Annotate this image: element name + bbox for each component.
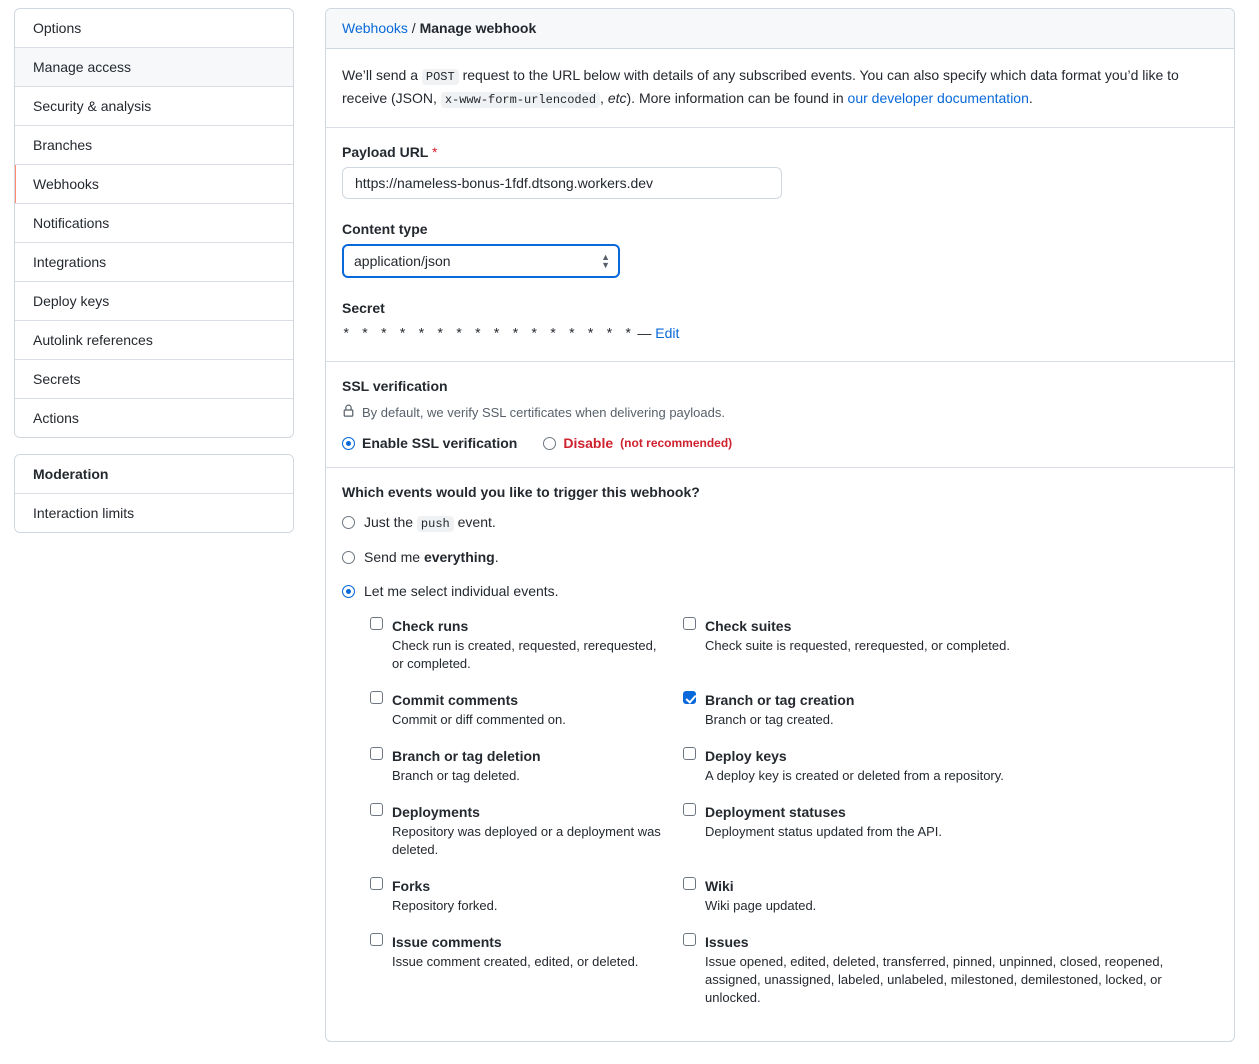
event-mode-push-radio[interactable] bbox=[342, 516, 355, 529]
event-checkbox-grid bbox=[370, 617, 1218, 1025]
sidebar-item-notifications[interactable]: Notifications bbox=[15, 204, 293, 243]
event-description: Repository forked. bbox=[392, 898, 498, 913]
everything-prefix: Send me bbox=[364, 549, 424, 565]
secret-masked-value: * * * * * * * * * * * * * * * * bbox=[342, 327, 634, 343]
event-option[interactable] bbox=[370, 877, 683, 915]
payload-url-input[interactable] bbox=[342, 167, 782, 199]
sidebar-item-interaction-limits[interactable]: Interaction limits bbox=[15, 494, 293, 532]
secret-dash: — bbox=[637, 325, 652, 341]
event-name: Check suites bbox=[705, 618, 792, 634]
breadcrumb-webhooks-link[interactable]: Webhooks bbox=[342, 20, 408, 36]
event-description: Issue comment created, edited, or deleted. bbox=[392, 954, 639, 969]
intro-part2: request to the URL below with details of any subscribed events. You can also specify which data format you’d like to receive (JSON, bbox=[342, 67, 1179, 106]
event-option[interactable] bbox=[683, 877, 1218, 915]
sidebar-group-moderation bbox=[14, 454, 294, 533]
event-name: Wiki bbox=[705, 878, 734, 894]
ssl-label: SSL verification bbox=[342, 378, 448, 394]
payload-url-label bbox=[342, 144, 1218, 160]
event-mode-individual-label: Let me select individual events. bbox=[364, 583, 559, 599]
event-description: Commit or diff commented on. bbox=[392, 712, 566, 727]
event-checkbox-wiki[interactable] bbox=[683, 877, 696, 890]
event-checkbox-branch-or-tag-deletion[interactable] bbox=[370, 747, 383, 760]
intro-part3: , bbox=[600, 90, 608, 106]
breadcrumb-current: Manage webhook bbox=[419, 20, 537, 36]
everything-bold: everything bbox=[423, 549, 495, 565]
event-name: Deployment statuses bbox=[705, 804, 846, 820]
event-mode-individual-radio[interactable] bbox=[342, 585, 355, 598]
sidebar-item-branches[interactable]: Branches bbox=[15, 126, 293, 165]
push-suffix: event. bbox=[453, 514, 496, 530]
event-description: Deployment status updated from the API. bbox=[705, 824, 943, 839]
event-checkbox-issue-comments[interactable] bbox=[370, 933, 383, 946]
event-description: Branch or tag created. bbox=[705, 712, 834, 727]
manage-webhook-panel bbox=[325, 8, 1235, 1042]
sidebar-item-secrets[interactable]: Secrets bbox=[15, 360, 293, 399]
event-checkbox-deployments[interactable] bbox=[370, 803, 383, 816]
sidebar-group-main bbox=[14, 8, 294, 438]
sidebar-item-moderation: Moderation bbox=[15, 455, 293, 494]
content-type-label: Content type bbox=[342, 221, 428, 237]
breadcrumb-separator: / bbox=[411, 20, 416, 36]
urlencoded-code: x-www-form-urlencoded bbox=[441, 92, 600, 108]
ssl-enable-option[interactable] bbox=[342, 435, 517, 451]
content-type-select-wrap bbox=[342, 244, 620, 278]
event-option[interactable] bbox=[683, 747, 1218, 785]
sidebar-item-security-analysis[interactable]: Security & analysis bbox=[15, 87, 293, 126]
event-checkbox-issues[interactable] bbox=[683, 933, 696, 946]
sidebar-item-deploy-keys[interactable]: Deploy keys bbox=[15, 282, 293, 321]
intro-section bbox=[326, 49, 1234, 128]
event-name: Forks bbox=[392, 878, 431, 894]
intro-etc: etc bbox=[607, 90, 627, 106]
event-mode-everything-label bbox=[364, 549, 499, 565]
secret-label: Secret bbox=[342, 300, 385, 316]
event-name: Branch or tag creation bbox=[705, 692, 855, 708]
sidebar-item-webhooks[interactable]: Webhooks bbox=[15, 165, 293, 204]
post-code: POST bbox=[422, 69, 459, 85]
event-option[interactable] bbox=[683, 691, 1218, 729]
ssl-disable-label: Disable bbox=[563, 435, 614, 451]
chevron-updown-icon: ▲ ▼ bbox=[601, 252, 610, 270]
event-name: Branch or tag deletion bbox=[392, 748, 541, 764]
event-option[interactable] bbox=[683, 617, 1218, 673]
push-code: push bbox=[417, 516, 454, 532]
ssl-note bbox=[342, 404, 1218, 421]
secret-value-row bbox=[342, 323, 1218, 345]
event-description: Wiki page updated. bbox=[705, 898, 817, 913]
event-checkbox-branch-or-tag-creation[interactable] bbox=[683, 691, 696, 704]
event-mode-everything-radio[interactable] bbox=[342, 551, 355, 564]
event-option[interactable] bbox=[370, 747, 683, 785]
event-description: Check suite is requested, rerequested, or completed. bbox=[705, 638, 1010, 653]
sidebar-item-actions[interactable]: Actions bbox=[15, 399, 293, 437]
ssl-disable-option[interactable] bbox=[543, 435, 732, 451]
ssl-enable-radio[interactable] bbox=[342, 437, 355, 450]
intro-part4: ). More information can be found in bbox=[626, 90, 848, 106]
ssl-disable-sublabel: (not recommended) bbox=[620, 436, 733, 450]
intro-part1: We’ll send a bbox=[342, 67, 422, 83]
event-mode-everything[interactable] bbox=[342, 549, 1218, 565]
everything-suffix: . bbox=[494, 549, 499, 565]
sidebar-item-autolink-references[interactable]: Autolink references bbox=[15, 321, 293, 360]
event-option[interactable] bbox=[370, 617, 683, 673]
breadcrumb bbox=[326, 9, 1234, 49]
event-mode-push-label bbox=[364, 514, 496, 531]
event-option[interactable] bbox=[683, 933, 1218, 1007]
sidebar-item-integrations[interactable]: Integrations bbox=[15, 243, 293, 282]
events-question: Which events would you like to trigger this webhook? bbox=[342, 484, 700, 500]
sidebar-item-manage-access[interactable]: Manage access bbox=[15, 48, 293, 87]
settings-sidebar bbox=[14, 8, 294, 533]
ssl-note-text: By default, we verify SSL certificates when delivering payloads. bbox=[362, 405, 725, 420]
event-checkbox-deployment-statuses[interactable] bbox=[683, 803, 696, 816]
event-checkbox-check-suites[interactable] bbox=[683, 617, 696, 630]
secret-edit-link[interactable]: Edit bbox=[655, 325, 680, 341]
lock-icon bbox=[342, 404, 355, 421]
event-mode-individual[interactable] bbox=[342, 583, 1218, 599]
intro-part5: . bbox=[1028, 90, 1033, 106]
ssl-disable-radio[interactable] bbox=[543, 437, 556, 450]
push-prefix: Just the bbox=[364, 514, 417, 530]
content-type-select[interactable] bbox=[342, 244, 620, 278]
event-name: Check runs bbox=[392, 618, 469, 634]
required-asterisk: * bbox=[432, 144, 438, 160]
event-description: Branch or tag deleted. bbox=[392, 768, 520, 783]
event-mode-push[interactable] bbox=[342, 514, 1218, 531]
event-description: Check run is created, requested, rerequested, or completed. bbox=[392, 638, 657, 671]
event-name: Deployments bbox=[392, 804, 480, 820]
ssl-radio-group bbox=[342, 435, 1218, 451]
ssl-verification-section bbox=[326, 362, 1234, 468]
event-option[interactable] bbox=[370, 803, 683, 859]
event-name: Issues bbox=[705, 934, 749, 950]
event-option[interactable] bbox=[370, 691, 683, 729]
developer-documentation-link[interactable]: our developer documentation bbox=[847, 90, 1029, 106]
event-name: Commit comments bbox=[392, 692, 519, 708]
event-name: Issue comments bbox=[392, 934, 502, 950]
event-checkbox-commit-comments[interactable] bbox=[370, 691, 383, 704]
event-checkbox-check-runs[interactable] bbox=[370, 617, 383, 630]
event-description: Repository was deployed or a deployment was deleted. bbox=[392, 824, 661, 857]
payload-url-label-text: Payload URL bbox=[342, 144, 429, 160]
sidebar-item-options[interactable]: Options bbox=[15, 9, 293, 48]
event-option[interactable] bbox=[370, 933, 683, 1007]
event-option[interactable] bbox=[683, 803, 1218, 859]
webhook-config-section bbox=[326, 128, 1234, 362]
event-name: Deploy keys bbox=[705, 748, 787, 764]
event-checkbox-forks[interactable] bbox=[370, 877, 383, 890]
event-description: Issue opened, edited, deleted, transferred, pinned, unpinned, closed, reopened, assigned, unassigned, labeled, unlabeled, milestoned, demilestoned, locked, or unlocked. bbox=[705, 954, 1164, 1005]
intro-text bbox=[342, 65, 1218, 111]
event-description: A deploy key is created or deleted from a repository. bbox=[705, 768, 1004, 783]
event-checkbox-deploy-keys[interactable] bbox=[683, 747, 696, 760]
events-section bbox=[326, 468, 1234, 1041]
ssl-enable-label: Enable SSL verification bbox=[362, 435, 518, 451]
